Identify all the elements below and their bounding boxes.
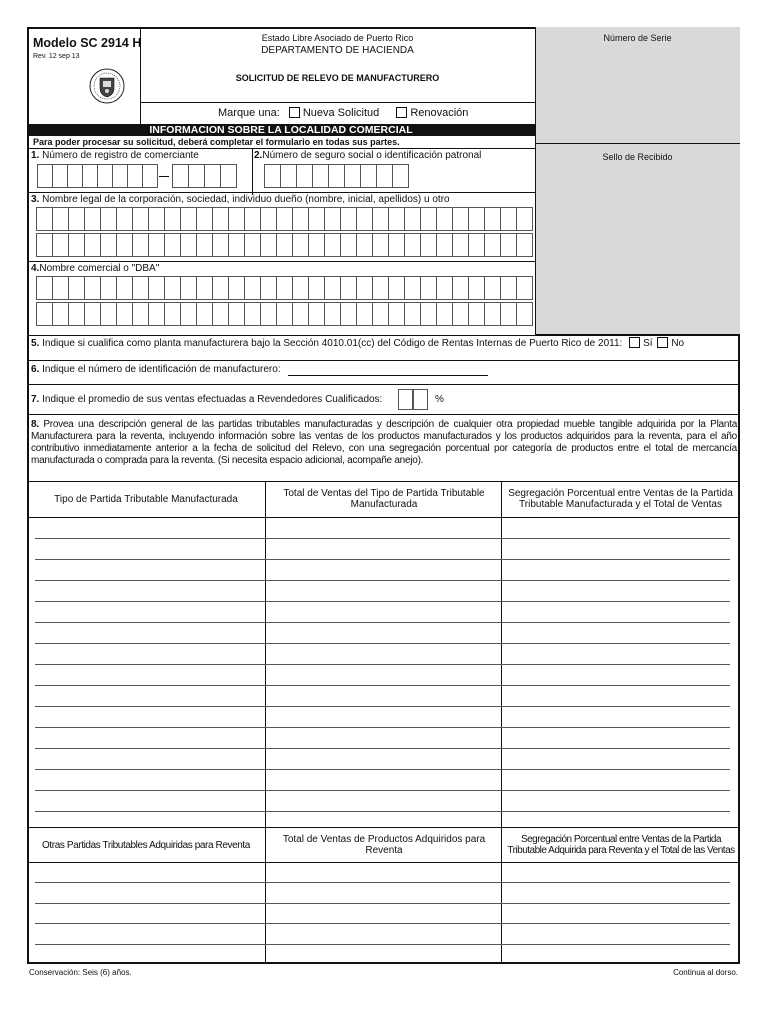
puerto-rico-seal-icon (88, 67, 126, 105)
legal-name-cell[interactable] (324, 207, 341, 231)
field2-label (254, 150, 481, 161)
dba-name-cell[interactable] (100, 302, 117, 326)
legal-name-cell[interactable] (68, 233, 85, 257)
legal-name-cell[interactable] (484, 207, 501, 231)
divider (27, 414, 740, 415)
legal-name-cell[interactable] (468, 207, 485, 231)
table1-row-line[interactable] (35, 811, 730, 812)
dba-name-cell[interactable] (276, 302, 293, 326)
legal-name-cell[interactable] (52, 207, 69, 231)
table1-row-line[interactable] (35, 706, 730, 707)
merchant-registration-cell[interactable] (37, 164, 53, 188)
dba-name-cell[interactable] (260, 276, 277, 300)
dba-name-cell[interactable] (340, 276, 357, 300)
field5-number: 5. (31, 338, 40, 349)
continue-note: Continua al dorso. (673, 968, 738, 977)
dba-name-cell[interactable] (324, 302, 341, 326)
dba-name-cell[interactable] (52, 276, 69, 300)
field6-label (31, 364, 281, 375)
ssn-ein-cell[interactable] (296, 164, 313, 188)
dba-name-cell[interactable] (84, 302, 101, 326)
dba-name-cell[interactable] (516, 276, 533, 300)
legal-name-cell[interactable] (292, 207, 309, 231)
legal-name-cell[interactable] (52, 233, 69, 257)
dba-name-cell[interactable] (52, 302, 69, 326)
legal-name-cell[interactable] (196, 207, 213, 231)
legal-name-cell[interactable] (308, 233, 325, 257)
field3-number: 3. (31, 194, 40, 205)
legal-name-cell[interactable] (116, 233, 133, 257)
dba-name-cell[interactable] (324, 276, 341, 300)
agency-line2: DEPARTAMENTO DE HACIENDA (261, 45, 414, 56)
legal-name-cell[interactable] (276, 233, 293, 257)
dba-name-cell[interactable] (276, 276, 293, 300)
table1-row-line[interactable] (35, 559, 730, 560)
dba-name-cell[interactable] (132, 276, 149, 300)
legal-name-cell[interactable] (164, 233, 181, 257)
legal-name-cell[interactable] (100, 207, 117, 231)
divider (27, 192, 535, 193)
field6-number: 6. (31, 364, 40, 375)
resale-percentage-input-digit2[interactable] (413, 389, 428, 410)
dba-name-cell[interactable] (260, 302, 277, 326)
field7-label (31, 394, 382, 405)
table1-row-line[interactable] (35, 538, 730, 539)
legal-name-cell[interactable] (516, 207, 533, 231)
merchant-registration-cell[interactable] (112, 164, 128, 188)
table2-row-line[interactable] (35, 944, 730, 945)
dba-name-cell[interactable] (420, 302, 437, 326)
merchant-registration-cell[interactable] (188, 164, 205, 188)
legal-name-cell[interactable] (500, 207, 517, 231)
field7-number: 7. (31, 394, 40, 405)
qualifies-yes-label: Sí (643, 338, 653, 349)
legal-name-cell[interactable] (388, 207, 405, 231)
legal-name-cell[interactable] (484, 233, 501, 257)
table1-row-line[interactable] (35, 790, 730, 791)
divider (252, 148, 253, 195)
new-request-checkbox[interactable] (289, 107, 300, 118)
dba-name-cell[interactable] (228, 302, 245, 326)
agency-line1: Estado Libre Asociado de Puerto Rico (261, 33, 414, 43)
dba-name-cell[interactable] (484, 302, 501, 326)
dba-name-cell[interactable] (372, 302, 389, 326)
dba-name-cell[interactable] (212, 276, 229, 300)
dba-name-cell[interactable] (484, 276, 501, 300)
ssn-ein-cell[interactable] (392, 164, 409, 188)
legal-name-cell[interactable] (420, 233, 437, 257)
divider (265, 481, 266, 827)
legal-name-cell[interactable] (340, 233, 357, 257)
table2-col-total: Total de Ventas de Productos Adquiridos para Reventa (282, 834, 486, 856)
form-revision: Rev. 12 sep 13 (33, 53, 80, 60)
renewal-checkbox[interactable] (396, 107, 407, 118)
legal-name-cell[interactable] (132, 233, 149, 257)
field8-number: 8. (31, 419, 39, 430)
table2-col-percent: Segregación Porcentual entre Ventas de la Partida Tributable Adquirida para Reventa y el Total de las Ventas (507, 834, 735, 856)
received-stamp-label: Sello de Recibido (602, 152, 673, 162)
dba-name-cell[interactable] (452, 276, 469, 300)
divider (27, 827, 740, 828)
dba-name-cell[interactable] (164, 276, 181, 300)
dba-name-cell[interactable] (356, 302, 373, 326)
manufacturer-id-input[interactable] (288, 375, 488, 376)
dba-name-cell[interactable] (100, 276, 117, 300)
legal-name-cell[interactable] (148, 233, 165, 257)
legal-name-cell[interactable] (500, 233, 517, 257)
instructions: Para poder procesar su solicitud, deberá completar el formulario en todas sus partes. (33, 137, 400, 147)
renewal-label: Renovación (410, 107, 469, 119)
legal-name-cell[interactable] (164, 207, 181, 231)
legal-name-cell[interactable] (372, 233, 389, 257)
dba-name-cell[interactable] (404, 302, 421, 326)
dba-name-cell[interactable] (516, 302, 533, 326)
dba-name-cell[interactable] (292, 276, 309, 300)
dba-name-cell[interactable] (84, 276, 101, 300)
table2-row-line[interactable] (35, 882, 730, 883)
merchant-registration-cell[interactable] (220, 164, 237, 188)
dba-name-cell[interactable] (420, 276, 437, 300)
field8-text: Provea una descripción general de las partidas tributables manufacturadas y descripción de cualquier otra propiedad mueble tangible adquirida por la Planta Manufacturera para la reventa, incluyendo información sobre las ventas de los productos manufacturados y los productos adquiridos para la reventa, para el año contributivo inmediatamente anterior a la fecha de solicitud del Relevo, con una segregación porcentual por categoría de productos entre el total de mercancía manufacturada o comprada para la reventa. (Si necesita espacio adicional, acompañe anejo). (31, 419, 738, 466)
ssn-ein-cell[interactable] (360, 164, 377, 188)
form-name: Modelo SC 2914 H (33, 36, 142, 50)
legal-name-cell[interactable] (324, 233, 341, 257)
request-type-label: Marque una: (218, 107, 280, 119)
table2-row-line[interactable] (35, 903, 730, 904)
table1-col-total: Total de Ventas del Tipo de Partida Tributable Manufacturada (283, 488, 485, 510)
field6-text: Indique el número de identificación de manufacturero: (42, 364, 281, 375)
dba-name-cell[interactable] (436, 302, 453, 326)
official-use-area (535, 27, 740, 335)
dba-name-cell[interactable] (116, 302, 133, 326)
divider (27, 384, 740, 385)
legal-name-cell[interactable] (148, 207, 165, 231)
dba-name-cell[interactable] (132, 302, 149, 326)
merchant-registration-cell[interactable] (67, 164, 83, 188)
field1-label (31, 150, 199, 161)
field2-text: Número de seguro social o identificación patronal (262, 150, 482, 161)
divider (27, 148, 535, 149)
dba-name-cell[interactable] (468, 276, 485, 300)
merchant-registration-cell[interactable] (97, 164, 113, 188)
table2-col-type: Otras Partidas Tributables Adquiridas para Reventa (42, 840, 250, 851)
legal-name-cell[interactable] (276, 207, 293, 231)
table1-row-line[interactable] (35, 685, 730, 686)
legal-name-cell[interactable] (468, 233, 485, 257)
serial-number-label: Número de Serie (603, 33, 672, 43)
ssn-ein-cell[interactable] (328, 164, 345, 188)
dba-name-cell[interactable] (244, 302, 261, 326)
dba-name-cell[interactable] (356, 276, 373, 300)
dba-name-cell[interactable] (36, 276, 53, 300)
dba-name-cell[interactable] (500, 302, 517, 326)
dba-name-cell[interactable] (148, 302, 165, 326)
legal-name-cell[interactable] (228, 233, 245, 257)
legal-name-cell[interactable] (340, 207, 357, 231)
legal-name-cell[interactable] (516, 233, 533, 257)
field4-label (31, 263, 159, 274)
legal-name-cell[interactable] (436, 233, 453, 257)
dba-name-cell[interactable] (292, 302, 309, 326)
legal-name-cell[interactable] (356, 207, 373, 231)
section-title: INFORMACION SOBRE LA LOCALIDAD COMERCIAL (27, 124, 535, 136)
ssn-ein-cell[interactable] (376, 164, 393, 188)
dba-name-cell[interactable] (116, 276, 133, 300)
field3-label (31, 194, 450, 205)
legal-name-cell[interactable] (436, 207, 453, 231)
merchant-registration-cell[interactable] (172, 164, 189, 188)
dba-name-cell[interactable] (196, 276, 213, 300)
legal-name-cell[interactable] (212, 207, 229, 231)
table1-row-line[interactable] (35, 643, 730, 644)
dba-name-cell[interactable] (372, 276, 389, 300)
field1-number: 1. (31, 150, 40, 161)
retention-note: Conservación: Seis (6) años. (29, 968, 132, 977)
dba-name-cell[interactable] (36, 302, 53, 326)
legal-name-cell[interactable] (452, 207, 469, 231)
legal-name-cell[interactable] (308, 207, 325, 231)
table1-row-line[interactable] (35, 622, 730, 623)
legal-name-cell[interactable] (68, 207, 85, 231)
table1-row-line[interactable] (35, 769, 730, 770)
legal-name-cell[interactable] (36, 207, 53, 231)
resale-percentage-input-digit1[interactable] (398, 389, 413, 410)
dba-name-cell[interactable] (180, 276, 197, 300)
legal-name-cell[interactable] (404, 233, 421, 257)
qualifies-yes-checkbox[interactable] (629, 337, 640, 348)
ssn-ein-cell[interactable] (312, 164, 329, 188)
legal-name-cell[interactable] (212, 233, 229, 257)
legal-name-cell[interactable] (180, 233, 197, 257)
dba-name-cell[interactable] (388, 302, 405, 326)
legal-name-cell[interactable] (196, 233, 213, 257)
field5-label (31, 337, 684, 349)
legal-name-cell[interactable] (388, 233, 405, 257)
dba-name-cell[interactable] (164, 302, 181, 326)
divider (27, 261, 535, 262)
legal-name-cell[interactable] (356, 233, 373, 257)
legal-name-cell[interactable] (36, 233, 53, 257)
divider (27, 862, 740, 863)
field7-text: Indique el promedio de sus ventas efectuadas a Revendedores Cualificados: (42, 394, 383, 405)
table1-row-line[interactable] (35, 664, 730, 665)
legal-name-cell[interactable] (372, 207, 389, 231)
legal-name-cell[interactable] (244, 233, 261, 257)
field5-text: Indique si cualifica como planta manufacturera bajo la Sección 4010.01(cc) del Código de Rentas Internas de Puerto Rico de 2011: (42, 338, 623, 349)
legal-name-cell[interactable] (180, 207, 197, 231)
dba-name-cell[interactable] (340, 302, 357, 326)
field2-number: 2. (254, 150, 263, 161)
dba-name-cell[interactable] (212, 302, 229, 326)
merchant-registration-cell[interactable] (204, 164, 221, 188)
ssn-ein-cell[interactable] (264, 164, 281, 188)
percent-sign: % (435, 394, 444, 405)
request-type-selector (218, 107, 468, 119)
legal-name-cell[interactable] (84, 207, 101, 231)
merchant-registration-cell[interactable] (127, 164, 143, 188)
legal-name-cell[interactable] (100, 233, 117, 257)
ssn-ein-cell[interactable] (280, 164, 297, 188)
dba-name-cell[interactable] (180, 302, 197, 326)
table1-row-line[interactable] (35, 580, 730, 581)
table1-row-line[interactable] (35, 727, 730, 728)
legal-name-cell[interactable] (244, 207, 261, 231)
dba-name-cell[interactable] (404, 276, 421, 300)
dba-name-cell[interactable] (308, 302, 325, 326)
dba-name-cell[interactable] (388, 276, 405, 300)
dba-name-cell[interactable] (148, 276, 165, 300)
field8-description (31, 419, 737, 467)
legal-name-cell[interactable] (116, 207, 133, 231)
legal-name-cell[interactable] (404, 207, 421, 231)
legal-name-cell[interactable] (452, 233, 469, 257)
new-request-label: Nueva Solicitud (302, 107, 380, 119)
dba-name-cell[interactable] (196, 302, 213, 326)
legal-name-cell[interactable] (228, 207, 245, 231)
qualifies-no-checkbox[interactable] (657, 337, 668, 348)
dash-separator (159, 176, 169, 177)
field4-number: 4. (31, 263, 40, 274)
dba-name-cell[interactable] (452, 302, 469, 326)
table1-row-line[interactable] (35, 601, 730, 602)
legal-name-cell[interactable] (132, 207, 149, 231)
form-title: SOLICITUD DE RELEVO DE MANUFACTURERO (235, 73, 440, 83)
legal-name-cell[interactable] (260, 207, 277, 231)
field4-text: Nombre comercial o "DBA" (39, 263, 160, 274)
legal-name-cell[interactable] (260, 233, 277, 257)
merchant-registration-cell[interactable] (142, 164, 158, 188)
divider (27, 335, 740, 336)
merchant-registration-cell[interactable] (52, 164, 68, 188)
divider (501, 481, 502, 827)
table2-row-line[interactable] (35, 923, 730, 924)
dba-name-cell[interactable] (228, 276, 245, 300)
divider (535, 143, 740, 144)
divider (27, 360, 740, 361)
legal-name-cell[interactable] (420, 207, 437, 231)
qualifies-no-label: No (671, 338, 685, 349)
field3-text: Nombre legal de la corporación, sociedad, individuo dueño (nombre, inicial, apellidos) u otro (42, 194, 450, 205)
dba-name-cell[interactable] (68, 276, 85, 300)
divider (27, 517, 740, 518)
table1-col-type: Tipo de Partida Tributable Manufacturada (54, 494, 238, 505)
divider (27, 481, 740, 482)
field1-text: Número de registro de comerciante (42, 150, 199, 161)
merchant-registration-cell[interactable] (82, 164, 98, 188)
table1-col-percent: Segregación Porcentual entre Ventas de la Partida Tributable Manufacturada y el Total de Ventas (508, 488, 733, 510)
legal-name-cell[interactable] (292, 233, 309, 257)
dba-name-cell[interactable] (308, 276, 325, 300)
legal-name-cell[interactable] (84, 233, 101, 257)
dba-name-cell[interactable] (68, 302, 85, 326)
divider (140, 102, 535, 103)
dba-name-cell[interactable] (500, 276, 517, 300)
dba-name-cell[interactable] (436, 276, 453, 300)
ssn-ein-cell[interactable] (344, 164, 361, 188)
dba-name-cell[interactable] (244, 276, 261, 300)
dba-name-cell[interactable] (468, 302, 485, 326)
table1-row-line[interactable] (35, 748, 730, 749)
